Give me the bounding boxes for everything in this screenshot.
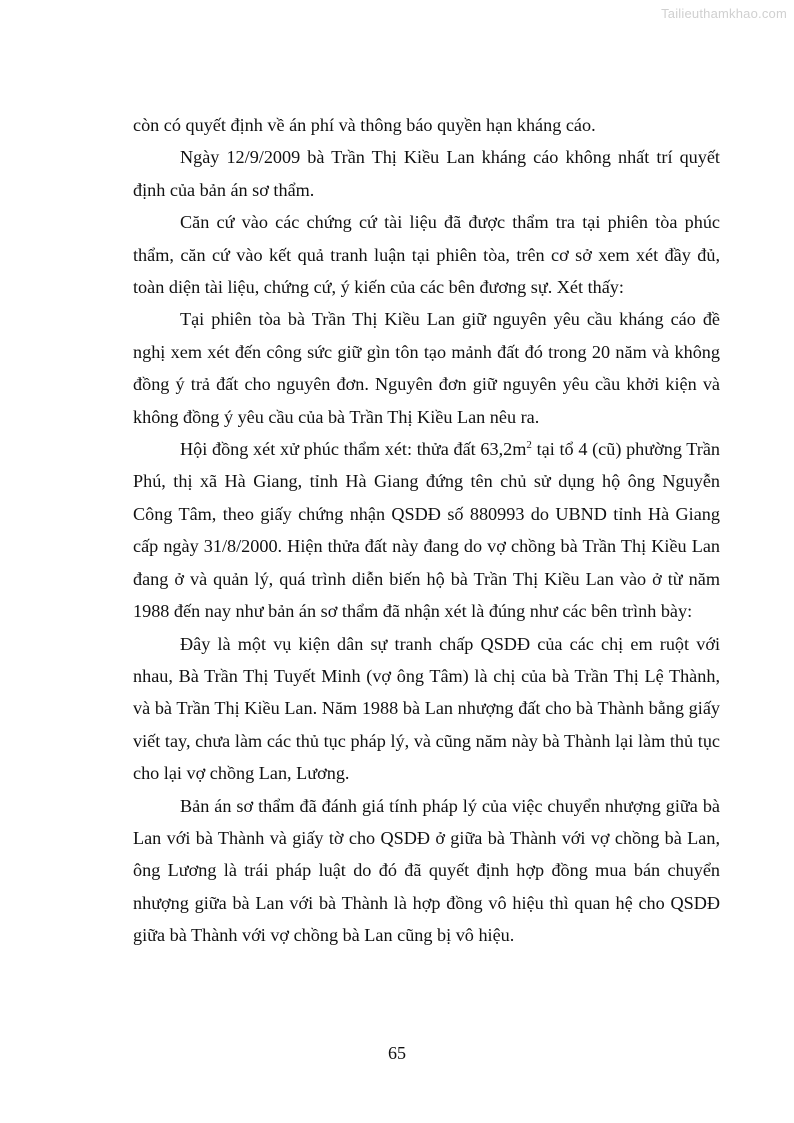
paragraph-continuation: còn có quyết định về án phí và thông báo quyền hạn kháng cáo. <box>133 115 596 135</box>
land-area-text: Hội đồng xét xử phúc thẩm xét: thửa đất 63,2m <box>180 439 527 460</box>
document-body <box>133 109 720 952</box>
land-details-text: tại tổ 4 (cũ) phường Trần Phú, thị xã Hà Giang, tỉnh Hà Giang đứng tên chủ sử dụng hộ ông Nguyễn Công Tâm, theo giấy chứng nhận QSDĐ số 880993 do UBND tỉnh Hà Giang cấp ngày 31/8/2000. Hiện thửa đất này đang do vợ chồng bà Trần Thị Kiều Lan đang ở và quản lý, quá trình diễn biến hộ bà Trần Thị Kiều Lan vào ở từ năm 1988 đến nay như bản án sơ thẩm đã nhận xét là đúng như các bên trình bày: <box>133 439 720 622</box>
page-number: 65 <box>388 1043 406 1063</box>
paragraph-evidence-basis: Căn cứ vào các chứng cứ tài liệu đã được thẩm tra tại phiên tòa phúc thẩm, căn cứ vào kết quả tranh luận tại phiên tòa, trên cơ sở xem xét đầy đủ, toàn diện tài liệu, chứng cứ, ý kiến của các bên đương sự. Xét thấy: <box>133 212 720 298</box>
paragraph-appeal-date: Ngày 12/9/2009 bà Trần Thị Kiều Lan kháng cáo không nhất trí quyết định của bản án sơ thẩm. <box>133 147 720 200</box>
area-unit-superscript: 2 <box>526 439 532 451</box>
paragraph-first-instance-ruling: Bản án sơ thẩm đã đánh giá tính pháp lý của việc chuyển nhượng giữa bà Lan với bà Thành và giấy tờ cho QSDĐ ở giữa bà Thành với vợ chồng bà Lan, ông Lương là trái pháp luật do đó đã quyết định hợp đồng mua bán chuyển nhượng giữa bà Lan với bà Thành là hợp đồng vô hiệu thì quan hệ cho QSDĐ giữa bà Thành với vợ chồng bà Lan cũng bị vô hiệu. <box>133 795 720 946</box>
paragraph-council-review <box>133 433 720 627</box>
paragraph-appeal-position: Tại phiên tòa bà Trần Thị Kiều Lan giữ nguyên yêu cầu kháng cáo đề nghị xem xét đến công sức giữ gìn tôn tạo mảnh đất đó trong 20 năm và không đồng ý trả đất cho nguyên đơn. Nguyên đơn giữ nguyên yêu cầu khởi kiện và không đồng ý yêu cầu của bà Trần Thị Kiều Lan nêu ra. <box>133 309 720 427</box>
watermark-text: Tailieuthamkhao.com <box>661 6 787 21</box>
paragraph-family-dispute: Đây là một vụ kiện dân sự tranh chấp QSDĐ của các chị em ruột với nhau, Bà Trần Thị Tuyết Minh (vợ ông Tâm) là chị của bà Trần Thị Lệ Thành, và bà Trần Thị Kiều Lan. Năm 1988 bà Lan nhượng đất cho bà Thành bằng giấy viết tay, chưa làm các thủ tục pháp lý, và cũng năm này bà Thành lại làm thủ tục cho lại vợ chồng Lan, Lương. <box>133 633 720 784</box>
